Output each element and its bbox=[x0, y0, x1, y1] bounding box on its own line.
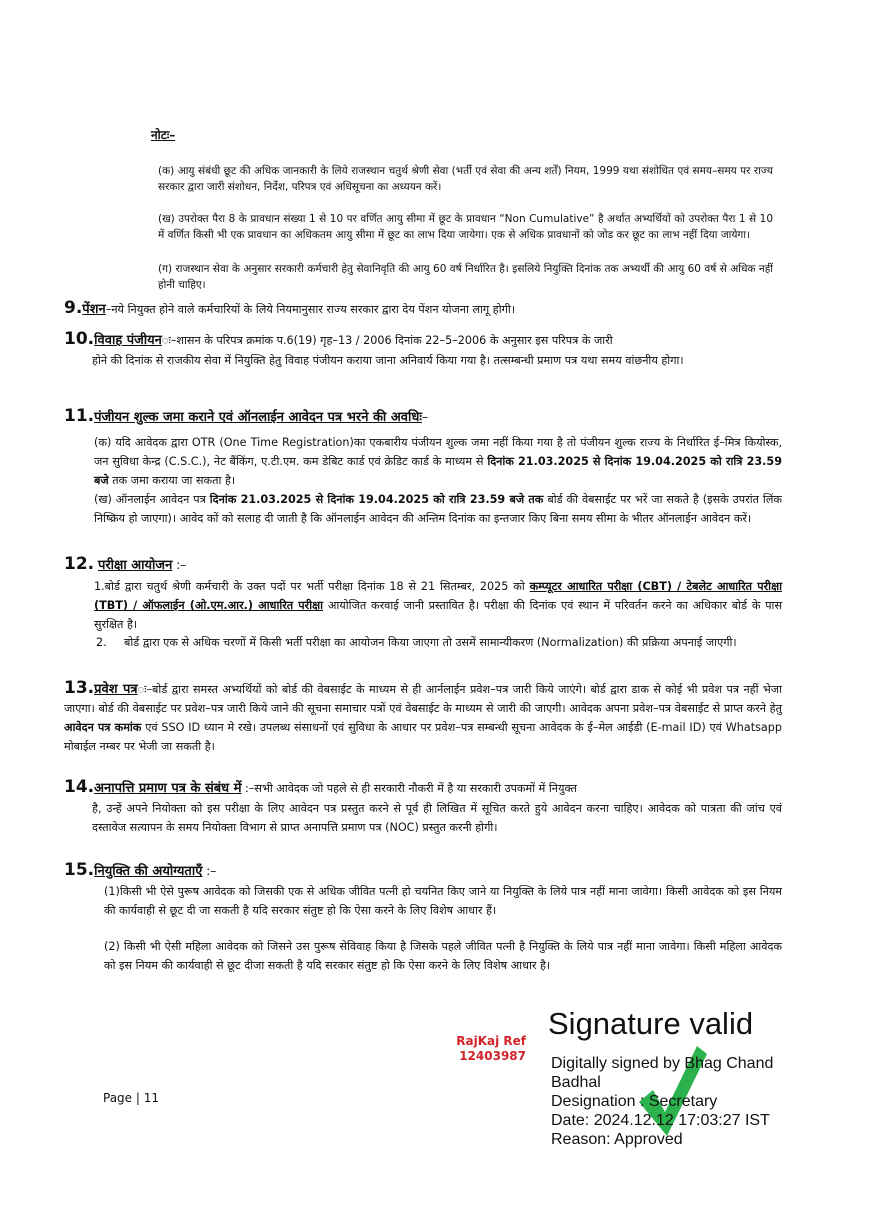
section-12-p1-modes: कम्प्यूटर आधारित परीक्षा (CBT) / टेबलेट आधारित परीक्षा (TBT) / ऑफलाईन (ओ.एम.आर.) आधारित परीक्षा bbox=[94, 580, 782, 612]
section-9-title: पेंशन bbox=[82, 302, 106, 317]
section-12-number: 12. bbox=[64, 554, 95, 574]
signature-signer-cont: Badhal bbox=[551, 1074, 601, 1091]
section-11-title: पंजीयन शुल्क जमा कराने एवं ऑनलाईन आवेदन पत्र भरने की अवधिः bbox=[94, 410, 422, 425]
section-11-ka-text: (क) यदि आवेदक द्वारा OTR (One Time Registration)का एकबारीय पंजीयन शुल्क जमा नहीं किया गया है तो पंजीयन शुल्क राज्य के निर्धारित ई–मित्र कियोस्क, जन सुविधा केन्द्र (C.S.C.), नेट बैंकिंग, ए.टी.एम. कम डेबिट कार्ड एवं क्रेडिट कार्ड के माध्यम से bbox=[94, 436, 783, 468]
rajkaj-ref-label: RajKaj Ref bbox=[456, 1034, 526, 1048]
section-13-tail: एवं SSO ID ध्यान मे रखे। उपलब्ध संसाधनों एवं सुविधा के आधार पर प्रवेश–पत्र सम्बन्धी सूचना आवेदक के ई–मेल आईडी (E-mail ID) एवं Whatsapp मोबाईल नम्बर पर भेजी जा सकती है। bbox=[64, 721, 782, 753]
note-item-ka: (क) आयु संबंधी छूट की अधिक जानकारी के लिये राजस्थान चतुर्थ श्रेणी सेवा (भर्ती एवं सेवा की अन्य शर्तें) नियम, 1999 यथा संशोधित एवं समय–समय पर राज्य सरकार द्वारा जारी संशोधन, निर्देश, परिपत्र एवं अधिसूचना का अध्ययन करें। bbox=[158, 165, 773, 193]
rajkaj-ref bbox=[446, 1034, 526, 1064]
section-15-item-1: (1)किसी भी ऐसे पुरूष आवेदक को जिसकी एक से अधिक जीवित पत्नी हो चयनित किए जाने या नियुक्ति के लिये पात्र नहीं माना जावेगा। किसी आवेदक को इस नियम की कार्यवाही से छूट दी जा सकती है यदि सरकार संतुष्ट हो कि ऐसा करने के लिए विशेष आधार हैं। bbox=[104, 885, 782, 917]
section-10-title: विवाह पंजीयन bbox=[94, 333, 162, 348]
signature-heading: Signature valid bbox=[548, 1006, 754, 1041]
section-12-item-2: बोर्ड द्वारा एक से अधिक चरणों में किसी भर्ती परीक्षा का आयोजन किया जाएगा तो उसमें सामान्यीकरण (Normalization) की प्रक्रिया अपनाई जाएगी। bbox=[124, 636, 737, 649]
signature-reason: Reason: Approved bbox=[551, 1131, 683, 1148]
section-13 bbox=[64, 679, 782, 756]
section-13-application-no: आवेदन पत्र कमांक bbox=[64, 721, 142, 734]
section-13-text: ः–बोर्ड द्वारा समस्त अभ्यर्थियों को बोर्ड की वेबसाईट के माध्यम से ही आर्नलाईन प्रवेश–पत्र जारी किये जाएंगे। बोर्ड द्वारा डाक से कोई भी प्रवेश पत्र नहीं भेजा जाएगा। बोर्ड की वेबसाईट पर प्रवेश–पत्र जारी किये जाने की सूचना समाचार पत्रों एवं वेबसाईट के माध्यम से जारी की जाएगी। आवेदक अपना प्रवेश–पत्र वेबसाईट से प्राप्त करने हेतु bbox=[64, 683, 782, 715]
note-item-ga: (ग) राजस्थान सेवा के अनुसार सरकारी कर्मचारी हेतु सेवानिवृति की आयु 60 वर्ष निर्धारित है। इसलिये नियुक्ति दिनांक तक अभ्यर्थी की आयु 60 वर्ष से अधिक नहीं होनी चाहिए। bbox=[158, 263, 773, 291]
section-10-heading bbox=[64, 331, 784, 349]
section-13-title: प्रवेश पत्र bbox=[94, 682, 138, 697]
section-14-number: 14. bbox=[64, 777, 95, 797]
section-15-number: 15. bbox=[64, 860, 95, 880]
section-14-text-b: है, उन्हें अपने नियोक्ता को इस परीक्षा के लिए आवेदन पत्र प्रस्तुत करने से पूर्व ही लिखित में सूचित करते हुये आवेदन करना चाहिए। आवेदक को पात्रता की जांच एवं दस्तावेज सत्यापन के समय नियोक्ता विभाग से प्राप्त अनापत्ति प्रमाण पत्र (NOC) प्रस्तुत करनी होगी। bbox=[92, 802, 782, 834]
section-12-heading bbox=[64, 556, 784, 574]
section-11-number: 11. bbox=[64, 406, 95, 426]
section-11-kha-text: (ख) ऑनलाईन आवेदन पत्र bbox=[94, 493, 210, 506]
section-13-number: 13. bbox=[64, 678, 95, 698]
section-9 bbox=[64, 300, 784, 318]
section-12-title: परीक्षा आयोजन bbox=[97, 558, 173, 573]
section-10-text-b: होने की दिनांक से राजकीय सेवा में नियुक्ति हेतु विवाह पंजीयन कराया जाना अनिवार्य किया गया है। तत्सम्बन्धी प्रमाण पत्र यथा समय वांछनीय होगा। bbox=[92, 354, 684, 367]
signature-designation: Designation : Secretary bbox=[551, 1093, 718, 1110]
section-14-heading bbox=[64, 779, 784, 797]
section-12-p1-tail: आयोजित करवाई जानी प्रस्तावित है। परीक्षा की दिनांक एवं स्थान में परिवर्तन करने का अधिकार बोर्ड के पास सुरक्षित है। bbox=[94, 599, 783, 631]
section-11-suffix: – bbox=[421, 410, 428, 424]
section-15-title: नियुक्ति की अयोग्यताएँ bbox=[94, 864, 203, 879]
signature-signer: Digitally signed by Bhag Chand bbox=[551, 1055, 774, 1072]
section-11-ka-tail: तक जमा कराया जा सकता है। bbox=[108, 474, 236, 487]
section-14-title: अनापत्ति प्रमाण पत्र के संबंध में bbox=[94, 781, 242, 796]
section-9-number: 9. bbox=[64, 298, 83, 318]
section-11-item-kha bbox=[94, 490, 782, 528]
section-12-item-2-number: 2. bbox=[96, 636, 107, 649]
section-11-ka-dates: दिनांक 21.03.2025 से दिनांक 19.04.2025 को रात्रि 23.59 बजे bbox=[94, 455, 782, 487]
section-15-suffix: :– bbox=[202, 864, 217, 878]
rajkaj-ref-number: 12403987 bbox=[459, 1049, 526, 1063]
page-number: Page | 11 bbox=[103, 1091, 159, 1105]
section-14-text-a: :–सभी आवेदक जो पहले से ही सरकारी नौकरी में है या सरकारी उपकमों में नियुक्त bbox=[241, 782, 577, 795]
note-item-kha: (ख) उपरोक्त पैरा 8 के प्रावधान संख्या 1 से 10 पर वर्णित आयु सीमा में छूट के प्रावधान “Non Cumulative” है अर्थात अभ्यर्थियों को उपरोक्त पैरा 1 से 10 में वर्णित किसी भी एक प्रावधान का अधिकतम आयु सीमा में छूट का लाभ दिया जायेगा। एक से अधिक प्रावधानों को जोड कर छूट का लाभ नहीं दिया जायेगा। bbox=[158, 213, 773, 241]
section-11-item-ka bbox=[94, 433, 782, 490]
section-11-kha-tail: बोर्ड की वेबसाईट पर भरें जा सकते है (इसके उपरांत लिंक निष्क्रिय हो जाएगा)। आवेद कों को सलाह दी जाती है कि ऑनलाईन आवेदन की अन्तिम दिनांक का इन्तजार किए बिना समय सीमा के भीतर ऑनलाईन आवेदन करें। bbox=[94, 493, 783, 525]
section-12-suffix: :– bbox=[172, 558, 187, 572]
section-11-kha-dates: दिनांक 21.03.2025 से दिनांक 19.04.2025 को रात्रि 23.59 बजे तक bbox=[209, 493, 544, 506]
section-9-text: –नये नियुक्त होने वाले कर्मचारियों के लिये नियमानुसार राज्य सरकार द्वारा देय पेंशन योजना लागू होगी। bbox=[105, 303, 516, 316]
section-12-item-1 bbox=[94, 577, 782, 634]
section-12-p1-text: 1.बोर्ड द्वारा चतुर्थ श्रेणी कर्मचारी के उक्त पदों पर भर्ती परीक्षा दिनांक 18 से 21 सितम्बर, 2025 को bbox=[94, 580, 530, 593]
section-11-heading bbox=[64, 408, 784, 426]
section-10-number: 10. bbox=[64, 329, 95, 349]
note-title: नोटः– bbox=[151, 128, 176, 142]
section-10-text-a: ः–शासन के परिपत्र क्रमांक प.6(19) गृह–13 / 2006 दिनांक 22–5–2006 के अनुसार इस परिपत्र के जारी bbox=[161, 334, 613, 347]
section-15-item-2: (2) किसी भी ऐसी महिला आवेदक को जिसने उस पुरूष सेविवाह किया है जिसके पहले जीवित पत्नी है नियुक्ति के लिये पात्र नहीं माना जावेगा। किसी महिला आवेदक को इस नियम की कार्यवाही से छूट दीजा सकती है यदि सरकार संतुष्ट हो कि ऐसा करने के लिए विशेष आधार है। bbox=[104, 940, 782, 972]
section-15-heading bbox=[64, 862, 784, 880]
signature-date: Date: 2024.12.12 17:03:27 IST bbox=[551, 1112, 770, 1129]
